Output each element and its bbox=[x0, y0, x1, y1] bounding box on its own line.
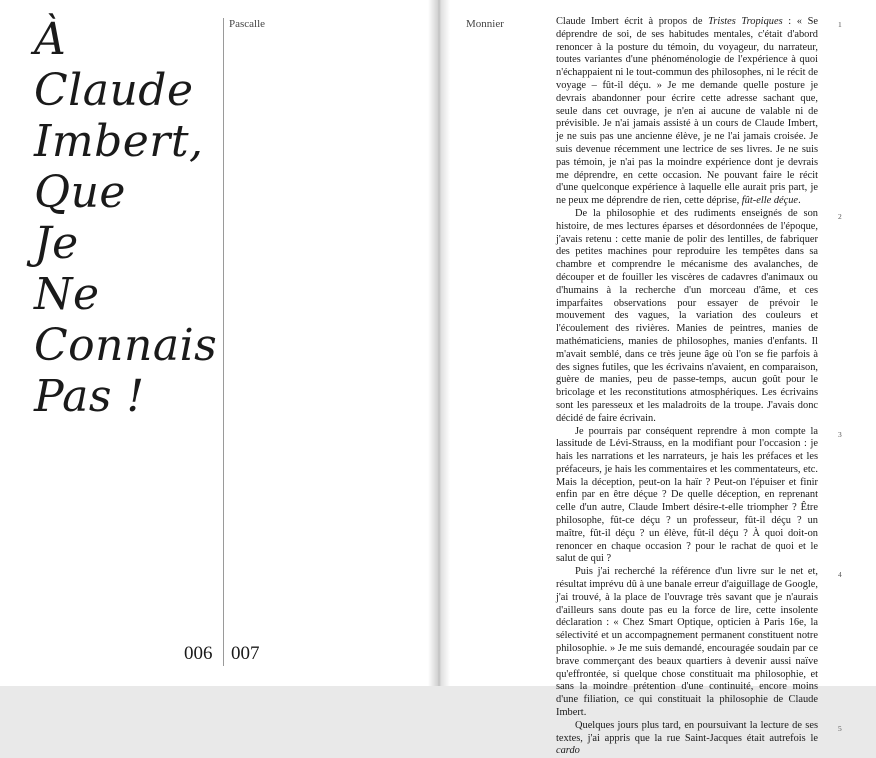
paragraph bbox=[556, 566, 818, 720]
text-run: Je pourrais par conséquent reprendre à mon compte la lassitude de Lévi-Strauss, en la modifiant pour l'occasion : je hais les narrations et les narrateurs, je hais les préfaces et les préfaceurs, je hais les commentaires et les commentateurs, etc. Mais la déception, peut-on la haïr ? Peut-on l'épuiser et finir enfin par en être déçue ? De quelle déception, en reprenant celle d'un autre, Claude Imbert désire-t-elle triompher ? Être philosophe, fût-ce déçu ? un professeur, fût-il déçu ? un maître, fût-il déçu ? un élève, fût-il déçu ? À quoi doit-on renoncer en chaque occasion ? pour le rachat de quoi et le salut de qui ? bbox=[556, 425, 818, 565]
paragraph-number: 4 bbox=[838, 570, 842, 579]
paragraph bbox=[556, 426, 818, 567]
text-run: Puis j'ai recherché la référence d'un livre sur le net et, résultat imprévu dû à une banale erreur d'aiguillage de Google, j'ai trouvé, à la place de l'ouvrage très savant que je n'aurais d'ailleurs sans doute pas eu la force de lire, cette insolente déclaration : « Chez Smart Optique, opticien à Paris 16e, la sélectivité et un accompagnement permanent constituent notre philosophie. » Je me suis demandé, encouragée soudain par ce brave commerçant des beaux quartiers à devenir aussi naïve qu'effrontée, si quelque chose constituait ma philosophie, et sans la moindre prétention d'une continuité, encore moins d'une filiation, ce qui constituait la philosophie de Claude Imbert. bbox=[556, 566, 818, 719]
title-line: Connais bbox=[34, 320, 218, 371]
title-line: Ne bbox=[34, 269, 100, 320]
title bbox=[34, 14, 217, 422]
left-page bbox=[0, 0, 438, 686]
text-run: Claude Imbert écrit à propos de bbox=[556, 16, 709, 27]
title-line: Je bbox=[34, 218, 79, 269]
running-head-author: Pascalle bbox=[229, 18, 266, 30]
text-run: Quelques jours plus tard, en poursuivant la lecture de ses textes, j'ai appris que la rue Saint-Jacques était autrefois le bbox=[556, 719, 818, 744]
book-gutter bbox=[428, 0, 450, 686]
text-run: . bbox=[798, 195, 801, 207]
body-text bbox=[556, 16, 818, 758]
text-run: De la philosophie et des rudiments enseignés de son histoire, de mes lectures éparses et désordonnées de l'époque, j'avais retenu : cette manie de polir des lentilles, de fabriquer des petites machines pour reproduire les tempêtes dans sa chambre et comprendre le mécanisme des avalanches, de découper et de fouiller les viscères de cadavres d'animaux ou d'humains à la recherche d'un morceau d'âme, et ces imparfaites observations pour essayer de prévoir le mouvement des vagues, la variation des couleurs et l'écoulement des rivières. Manies de peintres, manies de mathématiciens, manies de philosophes, manies d'enfants. Il m'avait semblé, dans ce très jeune âge où l'on se fie parfois à des signes futiles, que les écrivains n'avaient, en comparaison, guère de manies, peu de passe-temps, aucun goût pour le bricolage et les reconstitutions atmosphériques. Les écrivains sont les paresseux et les maladroits de la troupe. J'avais donc décidé de faire écrivain. bbox=[556, 207, 818, 424]
paragraph-number: 1 bbox=[838, 20, 842, 29]
italic-text: fût-elle déçue bbox=[741, 195, 799, 207]
paragraph bbox=[556, 720, 818, 758]
running-head-author: Monnier bbox=[466, 18, 504, 30]
text-run: : « Se déprendre de soi, de ses habitudes mentales, c'était d'abord renoncer à la posture du témoin, du voyageur, du narrateur, toutes variantes d'une phénoménologie de l'expérience à quoi n'échappaient ni le tout-commun des philosophes, ni le récit de voyage – fût-il déçu. » Je me demande quelle posture je devrais abandonner pour écrire cette adresse sachant que, seule dans cet ouvrage, je n'en ai aucune de valable ni de prévisible. Je n'ai jamais assisté à un cours de Claude Imbert, je ne suis pas une ancienne élève, je ne l'ai jamais croisée. Je suis devenue récemment une lectrice de ses livres. Je ne suis pas témoin, je n'ai pas la moindre expérience dont je devrais me déprendre, en cette occasion. Ne pouvant faire le récit d'une quelconque expérience à laquelle elle aurait pris part, je ne peux me déprendre de rien, cette déprise, bbox=[556, 16, 818, 207]
title-line: Pas ! bbox=[34, 371, 145, 422]
italic-text: cardo bbox=[556, 745, 580, 757]
paragraph bbox=[556, 208, 818, 426]
page-number-left: 006 bbox=[184, 643, 213, 664]
paragraph bbox=[556, 16, 818, 208]
vertical-rule bbox=[223, 18, 224, 666]
page-number-right: 007 bbox=[231, 643, 260, 664]
paragraph-number: 3 bbox=[838, 430, 842, 439]
title-line: Claude bbox=[34, 65, 194, 116]
paragraph-number: 5 bbox=[838, 724, 842, 733]
paragraph-number: 2 bbox=[838, 212, 842, 221]
title-line: À bbox=[34, 14, 67, 65]
title-line: Que bbox=[34, 167, 126, 218]
title-line: Imbert, bbox=[34, 116, 204, 167]
italic-text: Tristes Tropiques bbox=[708, 16, 783, 27]
